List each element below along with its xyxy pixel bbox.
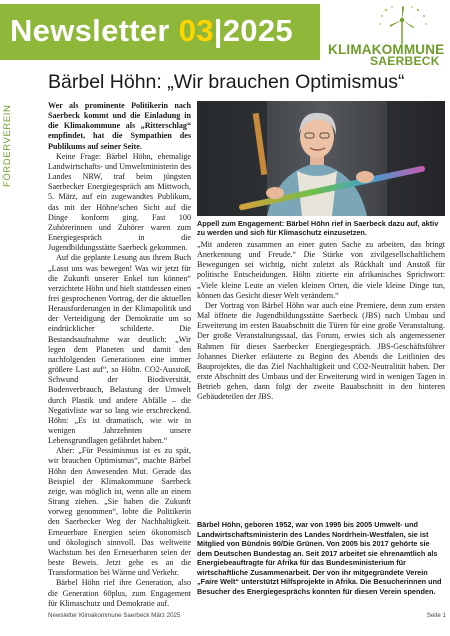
- newsletter-banner: [0, 0, 450, 68]
- logo-text-saerbeck: SAERBECK: [370, 54, 440, 68]
- article-column-left: [48, 101, 191, 609]
- author-bio: Bärbel Höhn, geboren 1952, war von 1995 bis 2005 Umwelt- und Landwirtschaftsministerin des Landes Nordrhein-Westfalen, sie ist Mitglied von Bündnis 90/Die Grünen. Von 2005 bis 2017 gehörte sie dem Deutschen Bundestag an. Seit 2017 arbeitet sie ehrenamtlich als Energiebeauftragte für Afrika für das Bundesministerium für wirtschaftliche Zusammenarbeit. Der von ihr mitgegründete Verein „Faire Welt“ unterstützt Hilfsprojekte in Afrika. Die Besucherinnen und Besucher des Energiegesprächs konnten für diesen Verein spenden.: [197, 520, 442, 596]
- paragraph: Bärbel Höhn rief ihre Generation, also die Generation 60plus, zum Engagement für Klimaschutz und Demokratie auf.: [48, 578, 191, 608]
- logo-text-klimakommune: KLIMAKOMMUNE: [328, 42, 445, 57]
- klimakommune-logo: [322, 4, 450, 68]
- paragraph: „Mit anderen zusammen an einer guten Sache zu arbeiten, das bringt Anerkennung und Freude.“ Die Stärke von zivilgesellschaftlichem Bewegungen sei wichtig, nicht zuletzt als Rückhalt und Anstoß für politische Entscheidungen. Höhn zitierte ein afrikanisches Sprichwort: „Viele kleine Leute an vielen kleinen Orten, die viele kleine Dinge tun, können das Gesicht dieser Welt verändern.“: [197, 240, 445, 300]
- article-photo-baerbel-hoehn: [197, 101, 445, 216]
- title-year: |2025: [213, 13, 293, 48]
- paragraph: Keine Frage: Bärbel Höhn, ehemalige Landwirtschafts- und Umweltministerin des Landes NRW, traf beim jüngsten Saerbecker Energiegespräch am Mittwoch, 5. März, auf ein zugewandtes Publikum, das mit der Höhne'schen Sicht auf die Dinge konform ging. Fast 100 Zuhörerinnen und Zuhörer waren zum Energiegespräch in die Jugendbildungsstätte Saerbeck gekommen.: [48, 151, 191, 253]
- paragraph: Aber: „Für Pessimismus ist es zu spät, wir brauchen Optimismus“, machte Bärbel Höhn den Anwesenden Mut. Gerade das Beispiel der Klimakommune Saerbeck zeige, was möglich ist, wenn alle an einem Strang ziehen. „Sie haben die Zukunft vorweg genommen“, lobte die Politikerin den Saerbecker Weg der Nachhaltigkeit. Erneuerbare Energien seien ökonomisch und ökologisch sinnvoll. Das weltweite Wachstum bei den Erneuerbaren seien der beste Beweis. Jetzt gehe es an die Transformation bei Wärme und Verkehr.: [48, 446, 191, 578]
- page-number: Seite 1: [426, 612, 446, 619]
- section-label-foerderverein: FÖRDERVEREIN: [2, 104, 13, 187]
- paragraph: Auf die geplante Lesung aus ihrem Buch „Lasst uns was bewegen! Was wir jetzt für die Zukunft unserer Enkel tun können“ verzichtete Höhn und hielt stattdessen einen frei gesprochenen Vortrag, der die aktuellen Herausforderungen in der Klimapolitik und der Verteidigung der Demokratie um so eindrücklicher schilderte. Die Bestandsaufnahme war deutlich: „Wir legen dem Planeten und damit den nachfolgenden Generationen eine immer größere Last auf“, so Höhn. CO2-Ausstoß, Schwund der Biodiversität, Bodenverbrauch, Belastung der Umwelt durch Plastik und andere Abfälle – die Negativliste war so lang wie erschreckend. Höhn: „Es ist dramatisch, wie wir in wenigen Jahrzehnten unsere Lebensgrundlagen gefährdet haben.“: [48, 253, 191, 446]
- article-column-right: [197, 240, 445, 403]
- footer-publication: Newsletter Klimakommune Saerbeck März 2025: [48, 612, 181, 619]
- newsletter-title: [10, 13, 293, 49]
- issue-number: 03: [178, 13, 214, 48]
- article-headline: Bärbel Höhn: „Wir brauchen Optimismus“: [48, 71, 405, 93]
- photo-caption: Appell zum Engagement: Bärbel Höhn rief in Saerbeck dazu auf, aktiv zu werden und sich für Klimaschutz einzusetzen.: [197, 219, 439, 238]
- title-prefix: Newsletter: [10, 13, 179, 48]
- paragraph: Der Vortrag von Bärbel Höhn war auch eine Premiere, denn zum ersten Mal öffnete die Jugendbildungsstätte Saerbeck (JBS) nach Umbau und Erweiterung im ersten Bauabschnitt die Türen für eine große Veranstaltung. Der große Veranstaltungssaal, das Forum, erwies sich als angemessener Rahmen für dieses Saerbecker Energiegespräch. JBS-Geschäftsführer Johannes Dierker erläuterte zu Beginn des Abends die Leitlinien des Bauprojektes, die das Ziel Nachhaltigkeit und CO2-Neutralität haben. Der erste Abschnitt des Umbaus und der Erweiterung wird in wenigen Tagen in Betrieb gehen, dann folgt der zweite Bauabschnitt in den hinteren Gebäudeteilen der JBS.: [197, 300, 445, 402]
- wind-turbine-icon: [372, 4, 432, 46]
- speaker-photo-illustration: [197, 101, 445, 216]
- article-lead: Wer als prominente Politikerin nach Saerbeck kommt und die Einladung in die Klimakommune als „Ritterschlag“ empfindet, hat die Sympathien des Publikums auf seiner Seite.: [48, 101, 191, 151]
